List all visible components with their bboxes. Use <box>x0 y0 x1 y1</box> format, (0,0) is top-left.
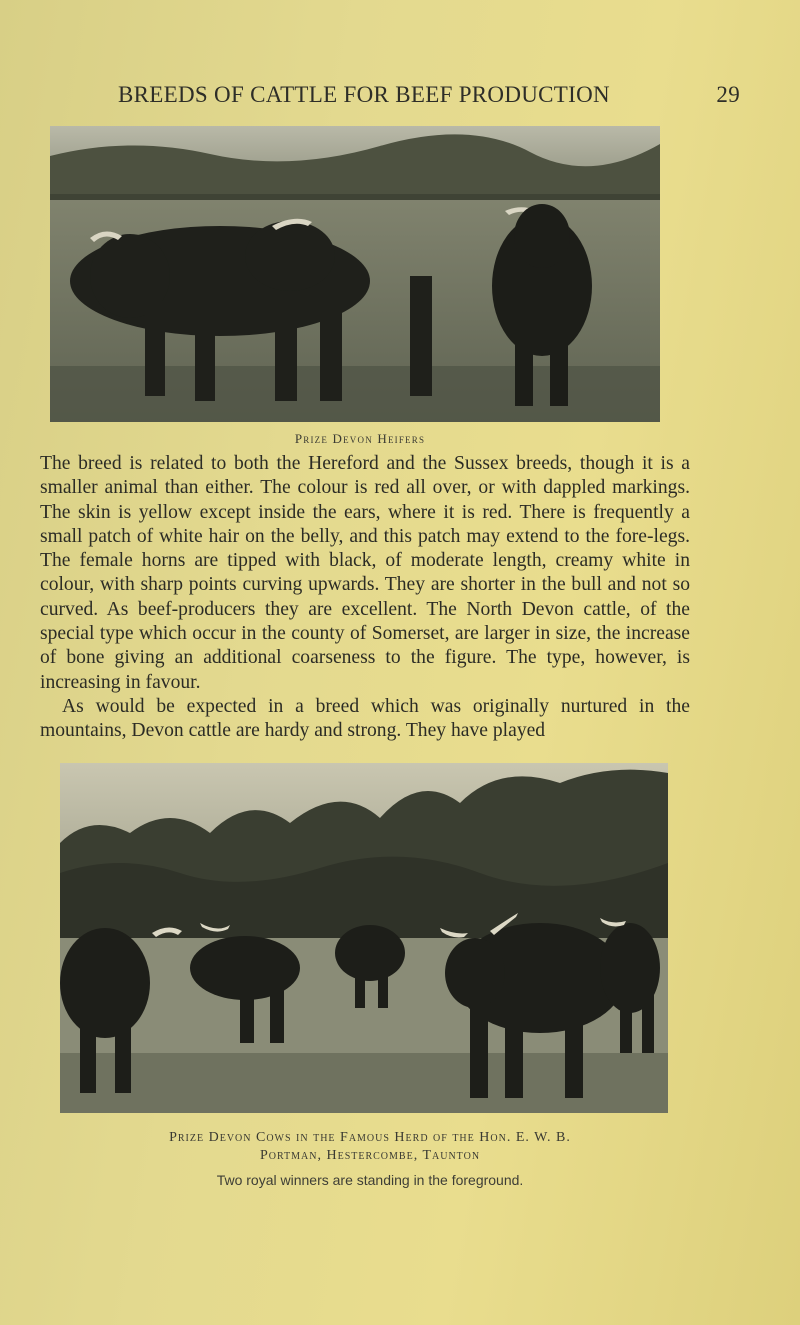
running-header <box>40 82 740 108</box>
photo-devon-heifers <box>50 126 660 422</box>
running-title: BREEDS OF CATTLE FOR BEEF PRODUCTION <box>118 82 610 107</box>
body-text <box>40 452 690 744</box>
photo-devon-cows <box>60 763 668 1113</box>
figure1-caption: Prize Devon Heifers <box>294 431 426 446</box>
page-number: 29 <box>716 82 740 107</box>
heifers-illustration <box>50 126 660 422</box>
figure2-subcaption: Two royal winners are standing in the foreground. <box>216 1172 524 1188</box>
cows-illustration <box>60 763 668 1113</box>
figure2-caption-line1: Prize Devon Cows in the Famous Herd of the Hon. E. W. B. <box>169 1130 571 1145</box>
paragraph-2: As would be expected in a breed which was originally nurtured in the mountains, Devon cattle are hardy and strong. They have played <box>40 695 690 742</box>
figure2-caption-line2: Portman, Hestercombe, Taunton <box>259 1148 481 1163</box>
paragraph-1: The breed is related to both the Hereford and the Sussex breeds, though it is a smaller animal than either. The colour is red all over, or with dappled markings. The skin is yellow except inside the ears, where it is red. There is frequently a small patch of white hair on the belly, and this patch may extend to the fore-legs. The female horns are tipped with black, of moderate length, creamy white in colour, with sharp points curving upwards. They are shorter in the bull and not so curved. As beef-producers they are excellent. The North Devon cattle, of the special type which occur in the county of Somerset, are larger in size, the increase of bone giving an additional coarseness to the figure. The type, however, is increasing in favour. <box>40 453 690 693</box>
